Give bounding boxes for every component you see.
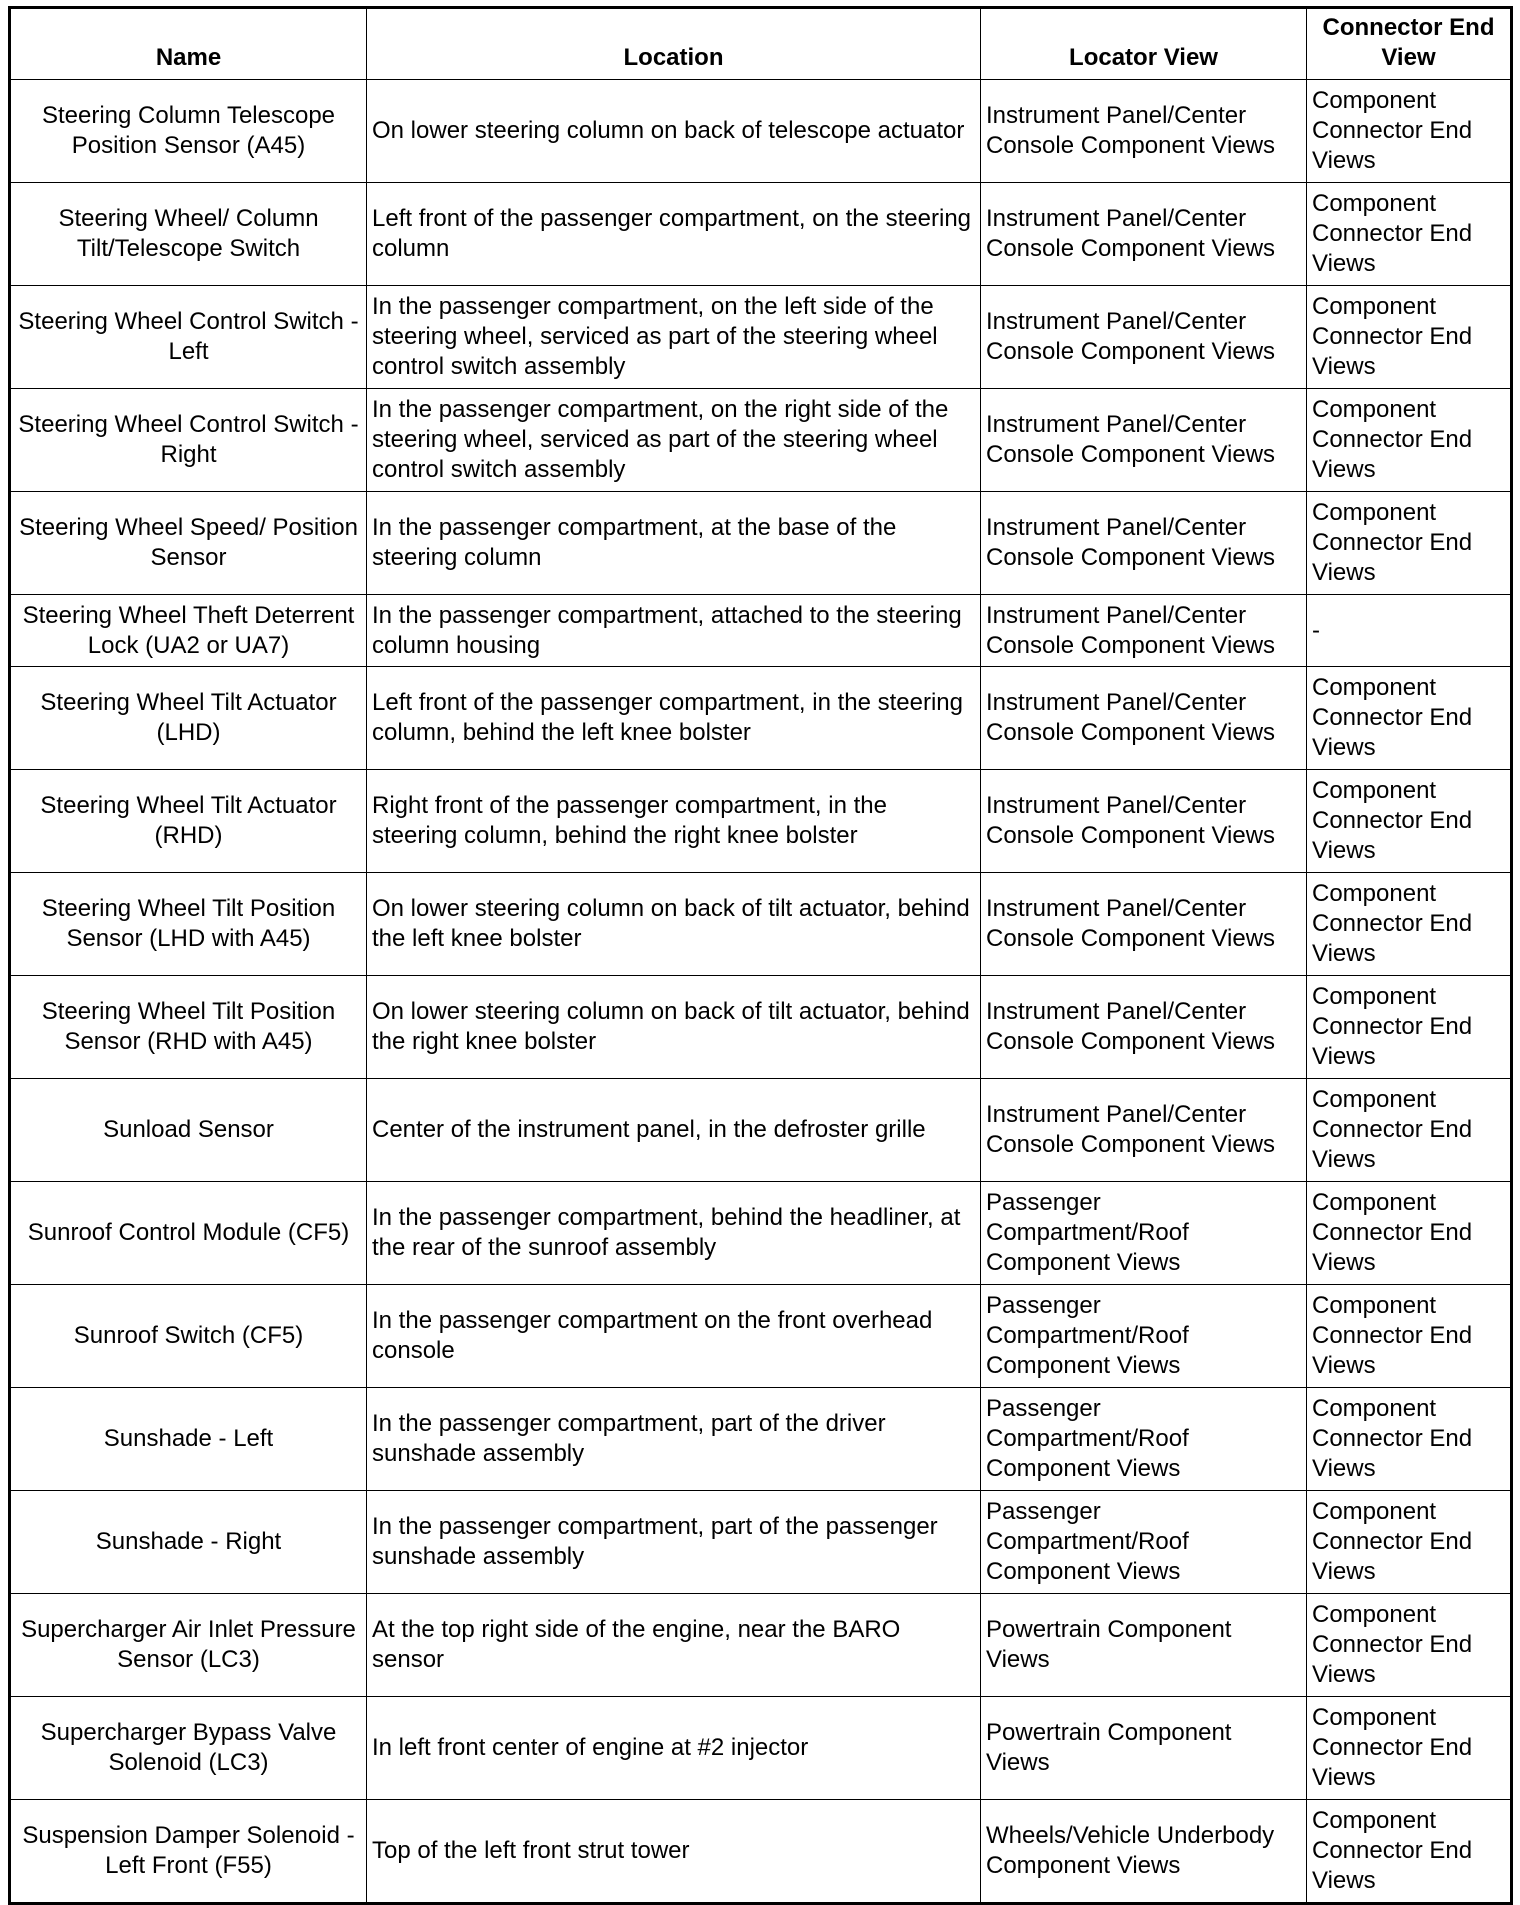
table-row [10,873,1512,976]
header-locator-view: Locator View [981,8,1307,80]
cell-location: On lower steering column on back of telescope actuator [367,80,981,183]
cell-location: In the passenger compartment, part of the driver sunshade assembly [367,1388,981,1491]
cell-connector-end-view: Component Connector End Views [1307,1491,1512,1594]
header-row [10,8,1512,80]
cell-location: Left front of the passenger compartment, on the steering column [367,183,981,286]
cell-connector-end-view: Component Connector End Views [1307,1800,1512,1904]
header-location: Location [367,8,981,80]
cell-locator-view: Wheels/Vehicle Underbody Component Views [981,1800,1307,1904]
cell-locator-view: Instrument Panel/Center Console Component Views [981,770,1307,873]
cell-connector-end-view: Component Connector End Views [1307,80,1512,183]
cell-location: On lower steering column on back of tilt actuator, behind the right knee bolster [367,976,981,1079]
cell-location: In the passenger compartment, part of the passenger sunshade assembly [367,1491,981,1594]
cell-locator-view: Powertrain Component Views [981,1594,1307,1697]
cell-locator-view: Instrument Panel/Center Console Component Views [981,595,1307,667]
cell-location: In the passenger compartment, on the right side of the steering wheel, serviced as part of the steering wheel control switch assembly [367,389,981,492]
cell-location: In the passenger compartment, on the left side of the steering wheel, serviced as part of the steering wheel control switch assembly [367,286,981,389]
table-row [10,1079,1512,1182]
table-row [10,595,1512,667]
cell-connector-end-view: Component Connector End Views [1307,389,1512,492]
cell-connector-end-view: Component Connector End Views [1307,1182,1512,1285]
cell-location: Center of the instrument panel, in the defroster grille [367,1079,981,1182]
table-row [10,492,1512,595]
cell-name: Steering Wheel/ Column Tilt/Telescope Switch [10,183,367,286]
cell-name: Supercharger Air Inlet Pressure Sensor (LC3) [10,1594,367,1697]
cell-name: Sunload Sensor [10,1079,367,1182]
cell-locator-view: Passenger Compartment/Roof Component Views [981,1388,1307,1491]
cell-connector-end-view: Component Connector End Views [1307,1285,1512,1388]
cell-locator-view: Passenger Compartment/Roof Component Views [981,1491,1307,1594]
table-row [10,1594,1512,1697]
cell-name: Steering Wheel Control Switch - Right [10,389,367,492]
cell-locator-view: Powertrain Component Views [981,1697,1307,1800]
cell-connector-end-view: - [1307,595,1512,667]
cell-locator-view: Instrument Panel/Center Console Component Views [981,183,1307,286]
cell-location: In left front center of engine at #2 injector [367,1697,981,1800]
cell-name: Steering Wheel Theft Deterrent Lock (UA2 or UA7) [10,595,367,667]
cell-name: Steering Wheel Tilt Position Sensor (LHD with A45) [10,873,367,976]
table-row [10,286,1512,389]
cell-locator-view: Passenger Compartment/Roof Component Views [981,1182,1307,1285]
cell-location: Top of the left front strut tower [367,1800,981,1904]
header-name: Name [10,8,367,80]
table-row [10,80,1512,183]
table-row [10,1697,1512,1800]
cell-locator-view: Instrument Panel/Center Console Component Views [981,976,1307,1079]
cell-locator-view: Instrument Panel/Center Console Component Views [981,1079,1307,1182]
cell-location: At the top right side of the engine, near the BARO sensor [367,1594,981,1697]
table-row [10,976,1512,1079]
cell-locator-view: Instrument Panel/Center Console Component Views [981,80,1307,183]
cell-connector-end-view: Component Connector End Views [1307,183,1512,286]
table-row [10,770,1512,873]
cell-location: In the passenger compartment, at the base of the steering column [367,492,981,595]
table-row [10,1491,1512,1594]
cell-locator-view: Instrument Panel/Center Console Component Views [981,492,1307,595]
header-connector-end-view: Connector End View [1307,8,1512,80]
cell-name: Sunshade - Right [10,1491,367,1594]
cell-connector-end-view: Component Connector End Views [1307,770,1512,873]
table-row [10,183,1512,286]
cell-location: In the passenger compartment on the front overhead console [367,1285,981,1388]
cell-connector-end-view: Component Connector End Views [1307,286,1512,389]
cell-connector-end-view: Component Connector End Views [1307,1697,1512,1800]
cell-locator-view: Instrument Panel/Center Console Component Views [981,667,1307,770]
cell-name: Steering Wheel Control Switch - Left [10,286,367,389]
cell-connector-end-view: Component Connector End Views [1307,976,1512,1079]
cell-connector-end-view: Component Connector End Views [1307,667,1512,770]
table-row [10,1285,1512,1388]
cell-location: Right front of the passenger compartment, in the steering column, behind the right knee bolster [367,770,981,873]
cell-name: Sunroof Control Module (CF5) [10,1182,367,1285]
cell-connector-end-view: Component Connector End Views [1307,873,1512,976]
table-row [10,389,1512,492]
cell-connector-end-view: Component Connector End Views [1307,1388,1512,1491]
table-row [10,667,1512,770]
cell-connector-end-view: Component Connector End Views [1307,492,1512,595]
table-row [10,1388,1512,1491]
component-locator-table [8,6,1513,1905]
cell-locator-view: Passenger Compartment/Roof Component Views [981,1285,1307,1388]
cell-connector-end-view: Component Connector End Views [1307,1594,1512,1697]
cell-name: Sunshade - Left [10,1388,367,1491]
cell-location: Left front of the passenger compartment, in the steering column, behind the left knee bolster [367,667,981,770]
cell-locator-view: Instrument Panel/Center Console Component Views [981,389,1307,492]
cell-name: Steering Wheel Tilt Actuator (RHD) [10,770,367,873]
cell-location: In the passenger compartment, attached to the steering column housing [367,595,981,667]
cell-location: On lower steering column on back of tilt actuator, behind the left knee bolster [367,873,981,976]
table-row [10,1800,1512,1904]
cell-name: Sunroof Switch (CF5) [10,1285,367,1388]
cell-name: Steering Wheel Speed/ Position Sensor [10,492,367,595]
cell-name: Suspension Damper Solenoid - Left Front (F55) [10,1800,367,1904]
cell-connector-end-view: Component Connector End Views [1307,1079,1512,1182]
cell-name: Supercharger Bypass Valve Solenoid (LC3) [10,1697,367,1800]
cell-locator-view: Instrument Panel/Center Console Component Views [981,873,1307,976]
table-row [10,1182,1512,1285]
cell-location: In the passenger compartment, behind the headliner, at the rear of the sunroof assembly [367,1182,981,1285]
cell-name: Steering Column Telescope Position Sensor (A45) [10,80,367,183]
cell-name: Steering Wheel Tilt Position Sensor (RHD with A45) [10,976,367,1079]
cell-locator-view: Instrument Panel/Center Console Component Views [981,286,1307,389]
cell-name: Steering Wheel Tilt Actuator (LHD) [10,667,367,770]
